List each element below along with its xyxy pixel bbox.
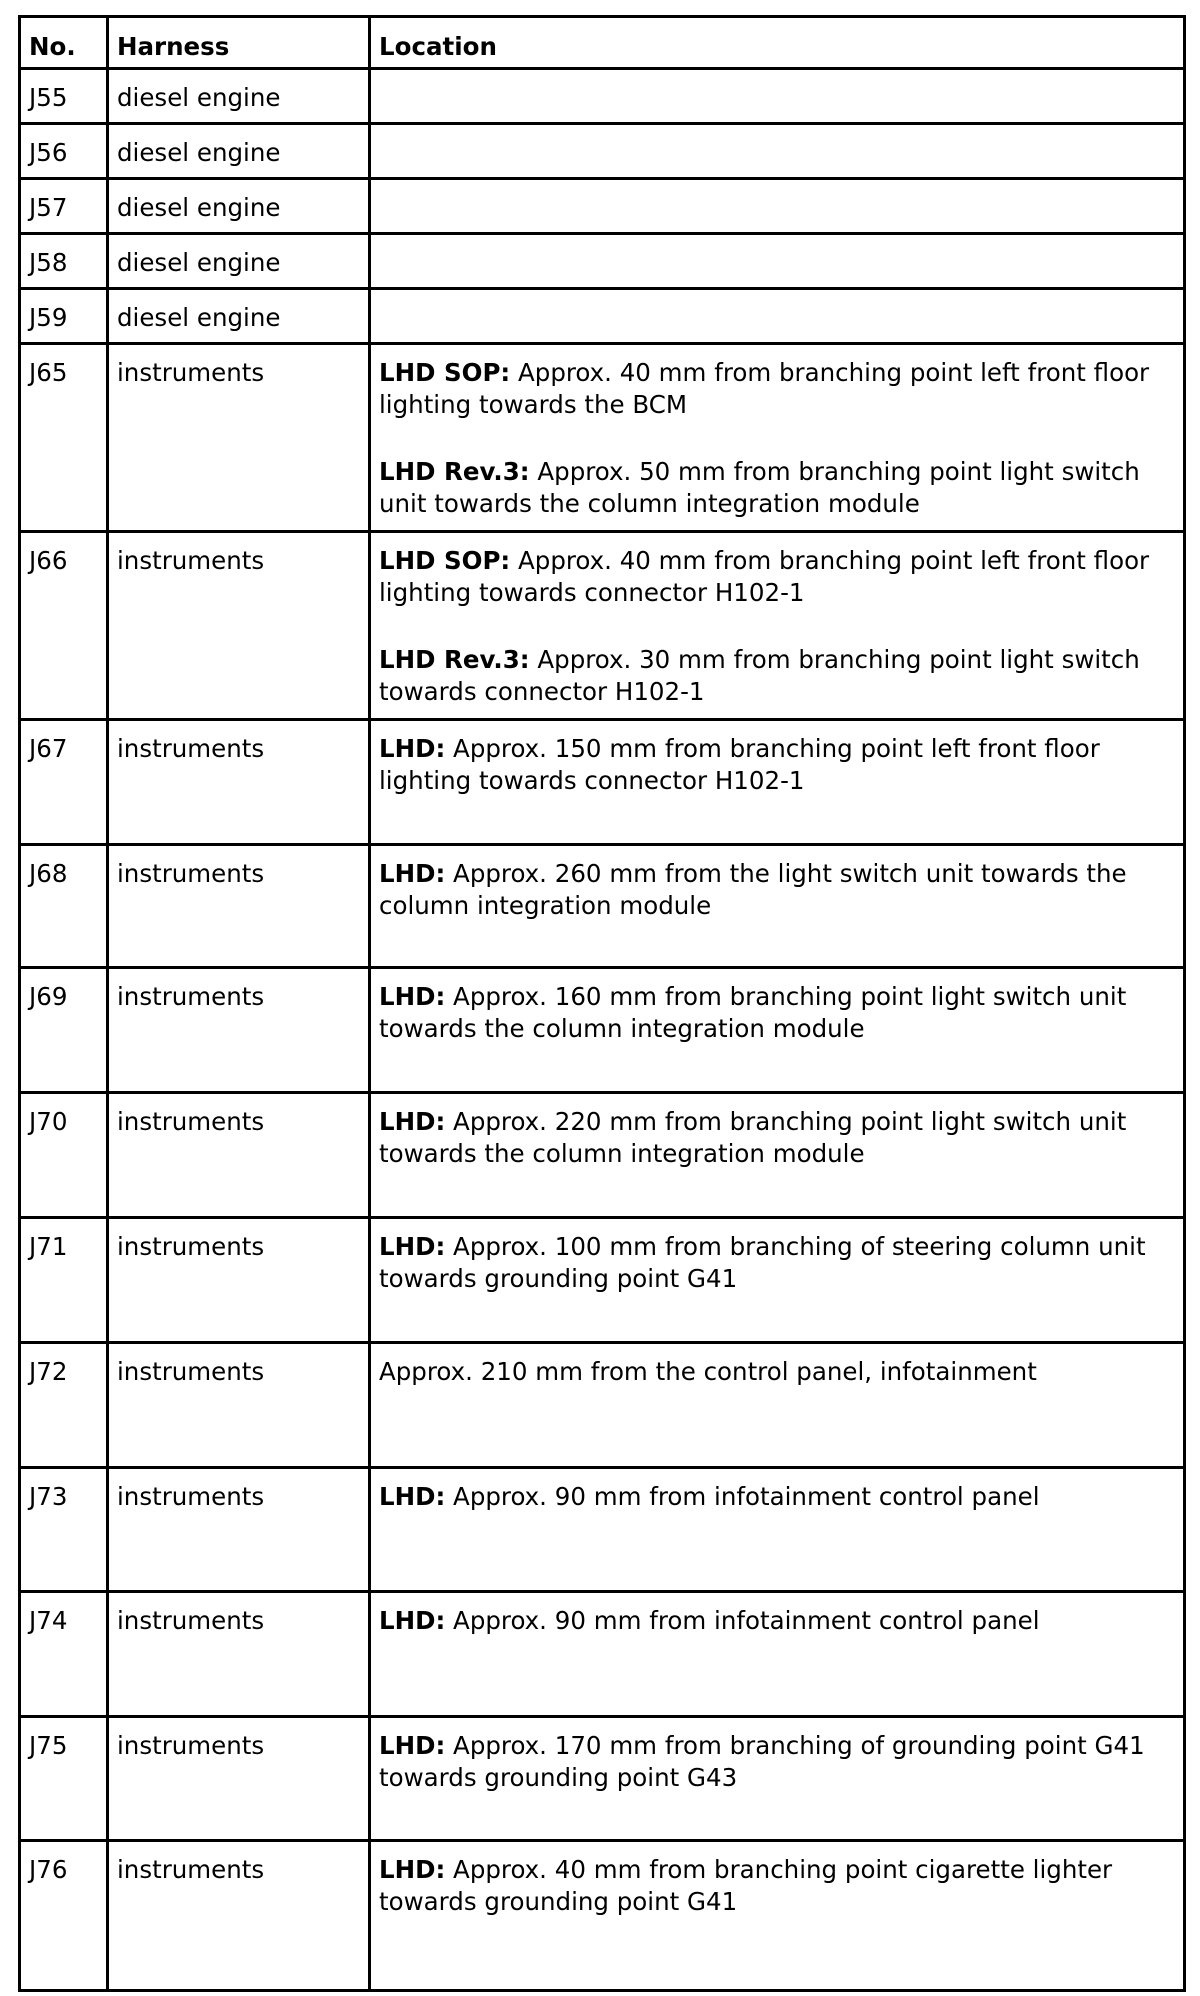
cell-harness: instruments	[108, 1093, 370, 1218]
cell-no: J72	[20, 1343, 108, 1468]
cell-no: J75	[20, 1717, 108, 1841]
table-row	[20, 1468, 1185, 1592]
header-harness: Harness	[108, 17, 370, 69]
table-row	[20, 344, 1185, 532]
cell-harness: diesel engine	[108, 69, 370, 124]
cell-no: J66	[20, 532, 108, 720]
table-row	[20, 1841, 1185, 1991]
cell-location	[370, 1343, 1185, 1468]
table-row	[20, 289, 1185, 344]
cell-no: J57	[20, 179, 108, 234]
table-row	[20, 845, 1185, 968]
cell-harness: instruments	[108, 344, 370, 532]
table-row	[20, 234, 1185, 289]
location-variant-label: LHD Rev.3:	[379, 457, 530, 486]
cell-location	[370, 1841, 1185, 1991]
cell-location	[370, 1717, 1185, 1841]
cell-no: J69	[20, 968, 108, 1093]
location-variant-label: LHD:	[379, 1731, 446, 1760]
table-row	[20, 1717, 1185, 1841]
location-paragraph	[379, 1605, 1175, 1637]
location-variant-label: LHD:	[379, 1855, 446, 1884]
location-text: Approx. 260 mm from the light switch unit towards the column integration module	[379, 859, 1127, 920]
cell-no: J55	[20, 69, 108, 124]
header-location: Location	[370, 17, 1185, 69]
table-row	[20, 69, 1185, 124]
location-variant-label: LHD:	[379, 734, 446, 763]
cell-harness: instruments	[108, 1592, 370, 1717]
location-paragraph	[379, 1730, 1175, 1794]
cell-harness: instruments	[108, 1468, 370, 1592]
location-variant-label: LHD:	[379, 1606, 446, 1635]
location-text: Approx. 160 mm from branching point light switch unit towards the column integration module	[379, 982, 1127, 1043]
location-paragraph	[379, 456, 1175, 520]
cell-location	[370, 1468, 1185, 1592]
cell-location	[370, 1093, 1185, 1218]
cell-harness: instruments	[108, 532, 370, 720]
cell-location	[370, 720, 1185, 845]
cell-harness: diesel engine	[108, 124, 370, 179]
location-text: Approx. 40 mm from branching point cigarette lighter towards grounding point G41	[379, 1855, 1113, 1916]
cell-no: J74	[20, 1592, 108, 1717]
cell-harness: instruments	[108, 1218, 370, 1343]
cell-harness: instruments	[108, 968, 370, 1093]
header-no: No.	[20, 17, 108, 69]
location-variant-label: LHD:	[379, 982, 446, 1011]
location-paragraph	[379, 1481, 1175, 1513]
cell-no: J56	[20, 124, 108, 179]
cell-location	[370, 289, 1185, 344]
location-variant-label: LHD:	[379, 859, 446, 888]
location-paragraph	[379, 733, 1175, 797]
location-paragraph	[379, 1106, 1175, 1170]
location-paragraph	[379, 858, 1175, 922]
cell-no: J71	[20, 1218, 108, 1343]
location-text: Approx. 210 mm from the control panel, infotainment	[379, 1357, 1037, 1386]
cell-location	[370, 1592, 1185, 1717]
location-text: Approx. 40 mm from branching point left front floor lighting towards connector H102-1	[379, 546, 1150, 607]
location-variant-label: LHD Rev.3:	[379, 645, 530, 674]
location-text: Approx. 40 mm from branching point left front floor lighting towards the BCM	[379, 358, 1150, 419]
location-text: Approx. 30 mm from branching point light switch towards connector H102-1	[379, 645, 1140, 706]
cell-harness: diesel engine	[108, 289, 370, 344]
location-paragraph	[379, 1231, 1175, 1295]
cell-location	[370, 124, 1185, 179]
table-row	[20, 720, 1185, 845]
location-text: Approx. 220 mm from branching point light switch unit towards the column integration module	[379, 1107, 1127, 1168]
location-text: Approx. 150 mm from branching point left front floor lighting towards connector H102-1	[379, 734, 1100, 795]
cell-harness: instruments	[108, 845, 370, 968]
cell-no: J73	[20, 1468, 108, 1592]
location-text: Approx. 100 mm from branching of steering column unit towards grounding point G41	[379, 1232, 1146, 1293]
table-row	[20, 124, 1185, 179]
cell-harness: diesel engine	[108, 179, 370, 234]
cell-location	[370, 234, 1185, 289]
table-header-row	[20, 17, 1185, 69]
cell-no: J76	[20, 1841, 108, 1991]
cell-location	[370, 69, 1185, 124]
cell-no: J68	[20, 845, 108, 968]
table-row	[20, 1093, 1185, 1218]
cell-location	[370, 532, 1185, 720]
location-paragraph	[379, 357, 1175, 421]
cell-no: J70	[20, 1093, 108, 1218]
cell-harness: instruments	[108, 1841, 370, 1991]
table-row	[20, 179, 1185, 234]
table-row	[20, 1343, 1185, 1468]
location-text: Approx. 90 mm from infotainment control panel	[445, 1482, 1040, 1511]
table-row	[20, 532, 1185, 720]
cell-harness: instruments	[108, 720, 370, 845]
cell-harness: diesel engine	[108, 234, 370, 289]
location-variant-label: LHD SOP:	[379, 546, 511, 575]
cell-location	[370, 845, 1185, 968]
cell-no: J65	[20, 344, 108, 532]
location-paragraph	[379, 1854, 1175, 1918]
cell-location	[370, 179, 1185, 234]
location-paragraph	[379, 1356, 1175, 1388]
location-variant-label: LHD:	[379, 1232, 446, 1261]
location-paragraph	[379, 644, 1175, 708]
cell-location	[370, 344, 1185, 532]
location-variant-label: LHD SOP:	[379, 358, 511, 387]
cell-location	[370, 968, 1185, 1093]
cell-harness: instruments	[108, 1717, 370, 1841]
location-text: Approx. 170 mm from branching of grounding point G41 towards grounding point G43	[379, 1731, 1145, 1792]
junction-location-table	[18, 15, 1186, 1992]
location-variant-label: LHD:	[379, 1482, 446, 1511]
table-body	[20, 69, 1185, 1991]
cell-location	[370, 1218, 1185, 1343]
table-row	[20, 1218, 1185, 1343]
location-variant-label: LHD:	[379, 1107, 446, 1136]
table-row	[20, 968, 1185, 1093]
cell-no: J59	[20, 289, 108, 344]
table-row	[20, 1592, 1185, 1717]
cell-harness: instruments	[108, 1343, 370, 1468]
cell-no: J67	[20, 720, 108, 845]
location-text: Approx. 50 mm from branching point light switch unit towards the column integration module	[379, 457, 1140, 518]
location-paragraph	[379, 981, 1175, 1045]
location-text: Approx. 90 mm from infotainment control panel	[445, 1606, 1040, 1635]
cell-no: J58	[20, 234, 108, 289]
location-paragraph	[379, 545, 1175, 609]
